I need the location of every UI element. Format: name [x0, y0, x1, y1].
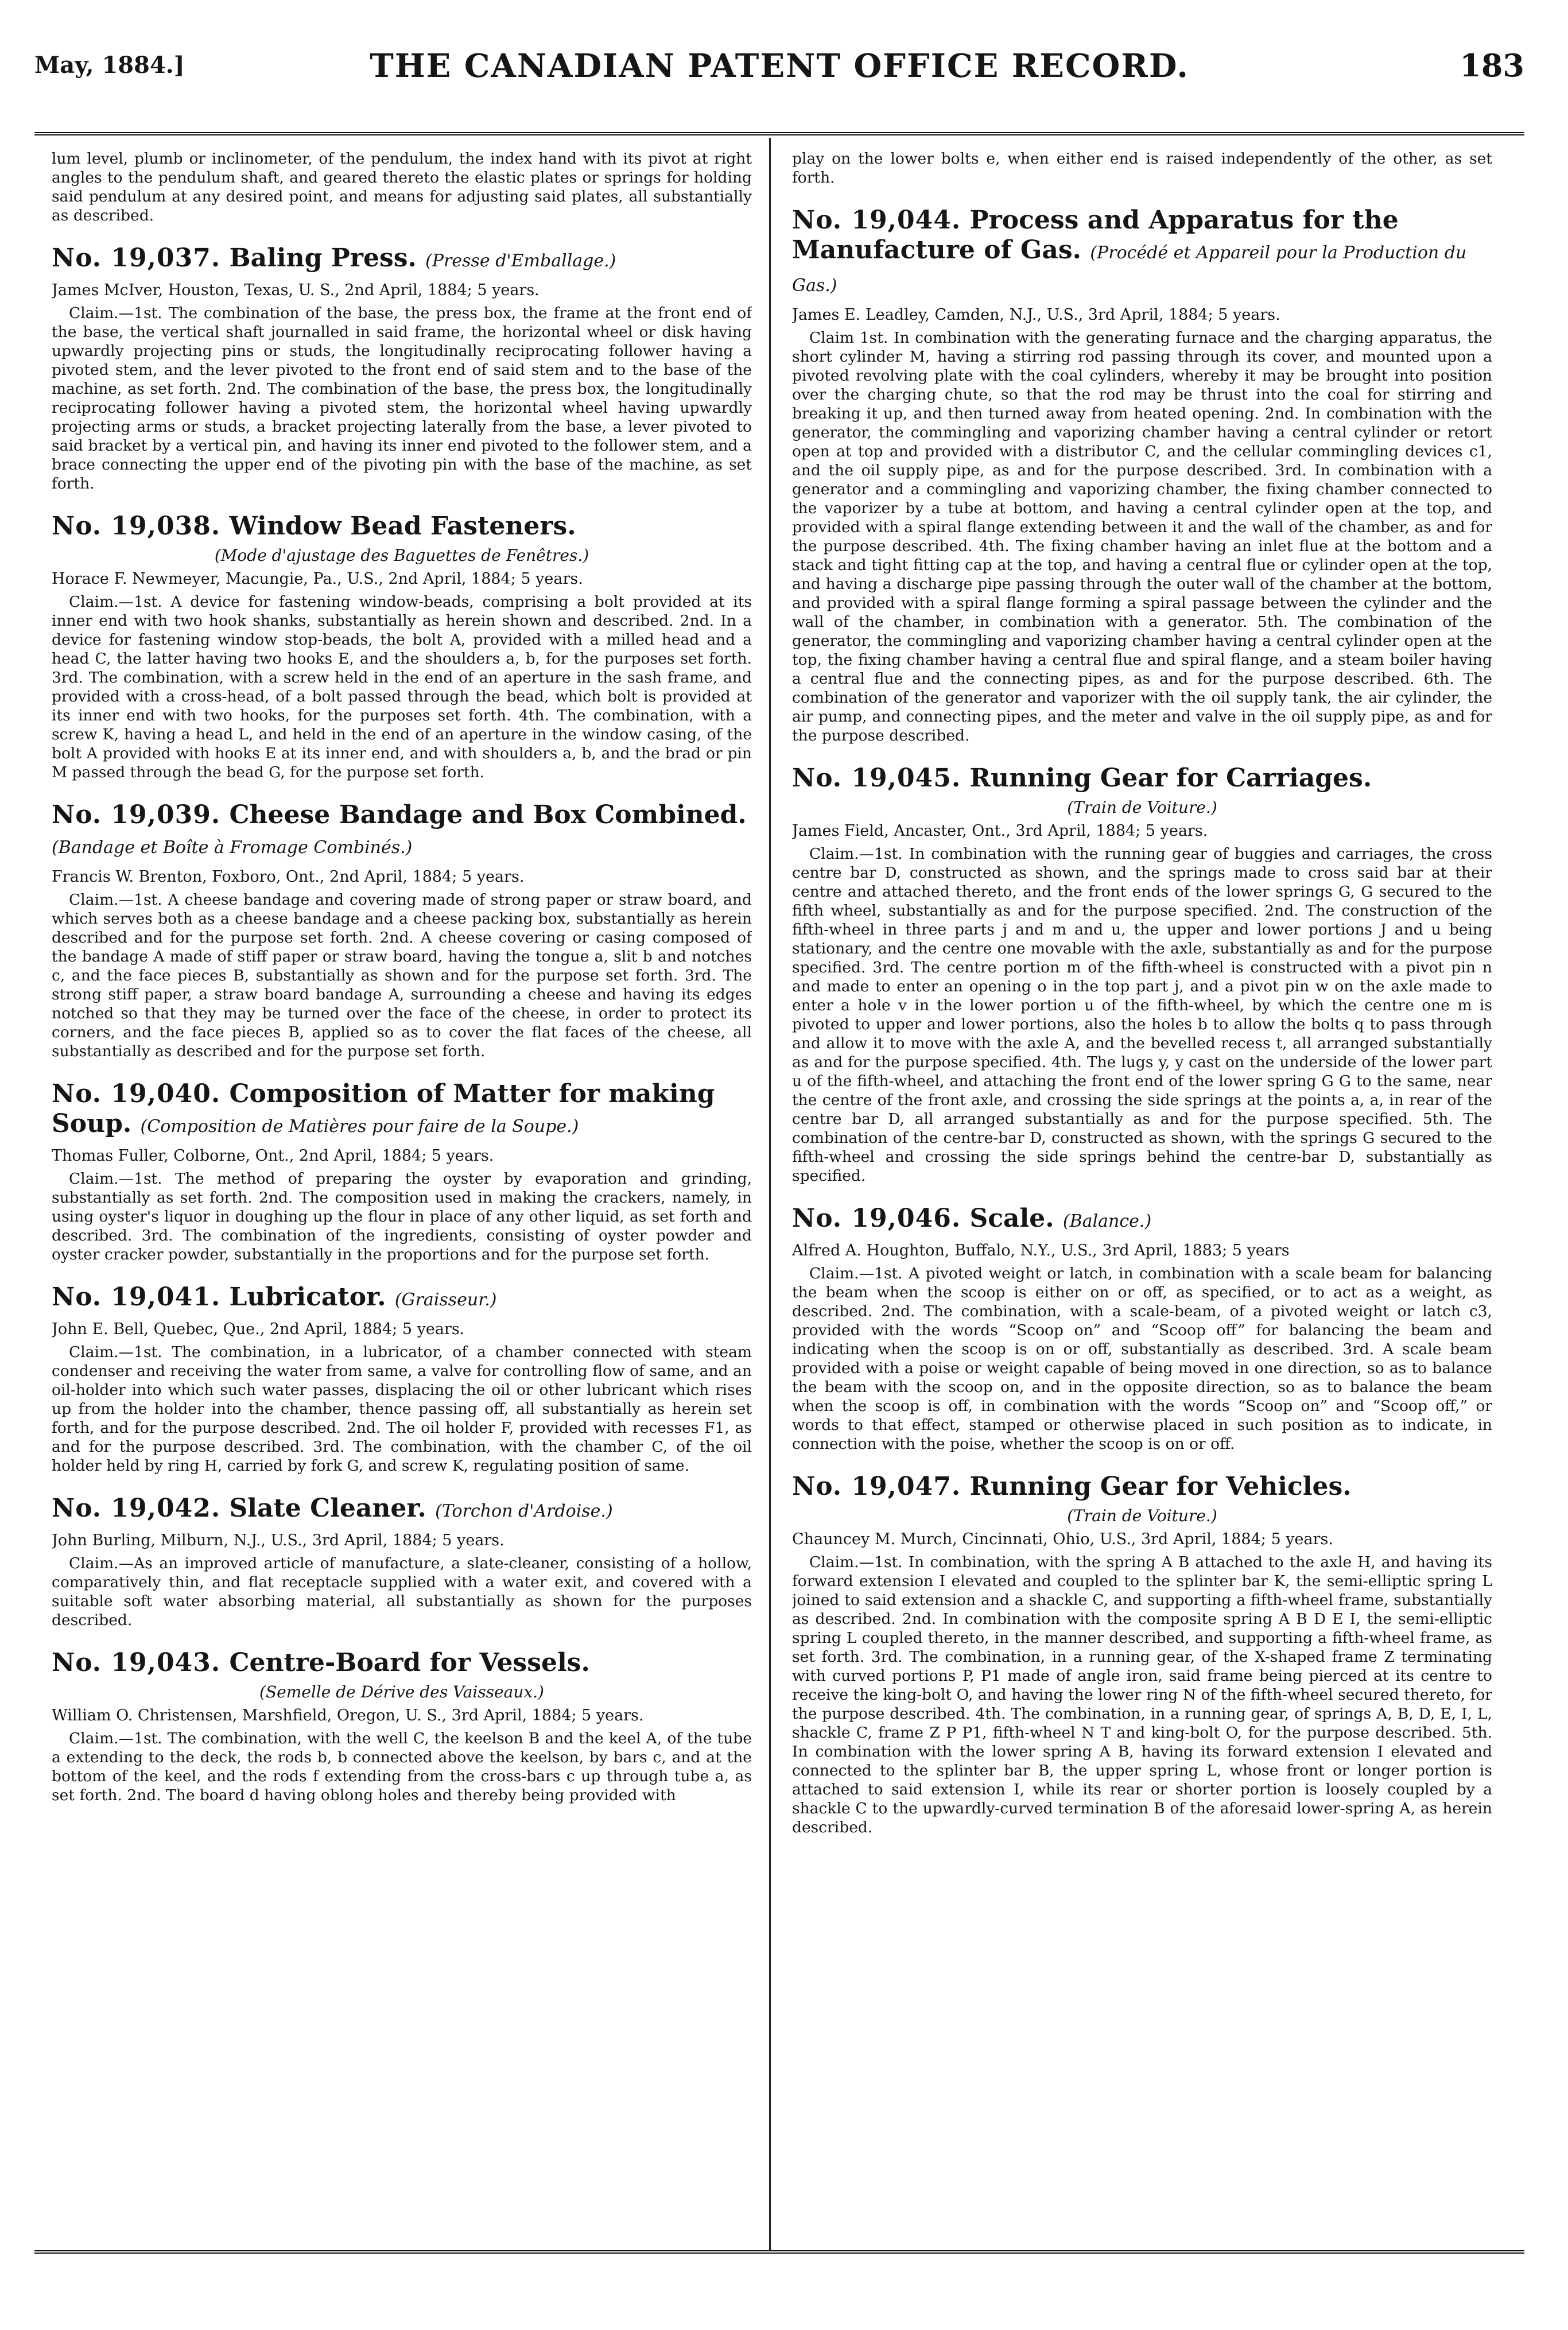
patent-french-title: (Presse d'Emballage.): [425, 251, 616, 271]
patent-french-title: (Composition de Matières pour faire de la Soupe.): [140, 1116, 579, 1137]
patent-heading: [52, 1494, 752, 1526]
page-header: [34, 34, 1524, 98]
page-number: 183: [1460, 47, 1524, 84]
patent-number: No. 19,044.: [792, 206, 961, 235]
patent-entry-19044: [792, 206, 1492, 745]
patent-french-title: (Train de Voiture.): [1067, 1506, 1217, 1525]
patent-inventor: John E. Bell, Quebec, Que., 2nd April, 1884; 5 years.: [52, 1320, 465, 1338]
patent-heading: [52, 243, 752, 276]
patent-number: No. 19,042.: [52, 1494, 221, 1523]
patent-french-title: (Semelle de Dérive des Vaisseaux.): [259, 1682, 544, 1701]
patent-heading: [52, 1648, 752, 1678]
patent-title: Running Gear for Vehicles.: [969, 1472, 1352, 1501]
patent-number: No. 19,045.: [792, 763, 961, 793]
patent-number: No. 19,038.: [52, 511, 221, 541]
patent-number: No. 19,037.: [52, 243, 221, 273]
patent-heading: [52, 1282, 752, 1315]
patent-french-title: (Balance.): [1062, 1211, 1152, 1231]
patent-entry-19038: [52, 511, 752, 782]
patent-french-title: (Procédé et Appareil pour la Production du Gas.): [792, 243, 1467, 296]
patent-title: Baling Press.: [229, 243, 417, 273]
patent-claim: Claim.—1st. The combination, with the well C, the keelson B and the keel A, of the tube a extending to the deck, the rods b, b connected above the keelson, by bars c, and at the bottom of the keel, and the rods f extending from the cross-bars c up through tube a, as set forth. 2nd. The board d having oblong holes and thereby being provided with: [52, 1730, 752, 1804]
patent-inventor: Alfred A. Houghton, Buffalo, N.Y., U.S., 3rd April, 1883; 5 years: [792, 1242, 1290, 1259]
patent-title: Lubricator.: [229, 1282, 386, 1312]
continued-text: lum level, plumb or inclinometer, of the pendulum, the index hand with its pivot at right angles to the pendulum shaft, and geared thereto the elastic plates or springs for holding said pendulum at any desired point, and means for adjusting said plates, all substantially as described.: [52, 150, 752, 224]
column-divider: [769, 138, 771, 2250]
patent-heading: [52, 800, 752, 863]
continued-text: play on the lower bolts e, when either end is raised independently of the other, as set forth.: [792, 150, 1492, 187]
patent-inventor: Chauncey M. Murch, Cincinnati, Ohio, U.S., 3rd April, 1884; 5 years.: [792, 1530, 1333, 1548]
patent-french-title: (Mode d'ajustage des Baguettes de Fenêtres.): [214, 546, 589, 565]
patent-inventor: Francis W. Brenton, Foxboro, Ont., 2nd April, 1884; 5 years.: [52, 868, 525, 886]
patent-entry-19042: [52, 1494, 752, 1630]
patent-claim: Claim.—1st. The method of preparing the oyster by evaporation and grinding, substantially as set forth. 2nd. The composition used in making the crackers, namely, in using oyster's liquor in doughing up the flour in place of any other liquid, as set forth and described. 3rd. The combination of the ingredients, consisting of oyster powder and oyster cracker powder, substantially in the proportions and for the purpose set forth.: [52, 1170, 752, 1263]
patent-inventor: James E. Leadley, Camden, N.J., U.S., 3rd April, 1884; 5 years.: [792, 306, 1280, 324]
patent-heading: [792, 763, 1492, 793]
patent-french-title: (Graisseur.): [394, 1290, 497, 1310]
header-title: THE CANADIAN PATENT OFFICE RECORD.: [370, 47, 1189, 85]
patent-inventor: John Burling, Milburn, N.J., U.S., 3rd April, 1884; 5 years.: [52, 1532, 504, 1549]
patent-title: Scale.: [969, 1204, 1054, 1233]
patent-number: No. 19,041.: [52, 1282, 221, 1312]
patent-number: No. 19,040.: [52, 1079, 221, 1108]
right-column: [792, 149, 1492, 2239]
left-column: [52, 149, 752, 2239]
patent-claim: Claim.—1st. A cheese bandage and covering made of strong paper or straw board, and which serves both as a cheese bandage and a cheese packing box, substantially as herein described and for the purpose set forth. 2nd. A cheese covering or casing composed of the bandage A made of stiff paper or straw board, having the tongue a, slit b and notches c, and the face pieces B, substantially as shown and for the purpose set forth. 3rd. The strong stiff paper, a straw board bandage A, surrounding a cheese and having its edges notched so that they may be turned over the face of the cheese, in order to protect its corners, and the face pieces B, applied so as to cover the flat faces of the cheese, all substantially as described and for the purpose set forth.: [52, 891, 752, 1060]
patent-claim: Claim.—1st. In combination with the running gear of buggies and carriages, the cross centre bar D, constructed as shown, and the springs made to cross said bar at their centre and attached thereto, and the front ends of the lower springs G, G secured to the fifth wheel, substantially as and for the purpose specified. 2nd. The construction of the fifth-wheel in three parts j and m and u, the upper and lower portions J and u being stationary, and the centre one movable with the axle, substantially as and for the purpose specified. 3rd. The centre portion m of the fifth-wheel is constructed with a pivot pin n and made to enter an opening o in the top part j, and a pivot pin w on the axle made to enter a hole v in the lower portion u of the fifth-wheel, by which the centre one m is pivoted to upper and lower portions, also the holes b to allow the bolts q to pass through and allow it to move with the axle A, and the bevelled recess t, all arranged substantially as and for the purpose specified. 4th. The lugs y, y cast on the underside of the lower part u of the fifth-wheel, and attaching the front end of the lower spring G G to the same, near the centre of the front axle, and crossing the side springs at the points a, a, in rear of the centre bar D, all arranged substantially as and for the purpose specified. 5th. The combination of the centre-bar D, constructed as shown, with the springs G secured to the fifth-wheel and crossing the side springs behind the centre-bar D, substantially as specified.: [792, 845, 1492, 1185]
patent-entry-19041: [52, 1282, 752, 1475]
patent-entry-19039: [52, 800, 752, 1061]
patent-french-title: (Train de Voiture.): [1067, 798, 1217, 817]
patent-title: Cheese Bandage and Box Combined.: [229, 800, 747, 829]
bottom-rule: [34, 2250, 1524, 2254]
patent-heading: [52, 1079, 752, 1142]
patent-inventor: Thomas Fuller, Colborne, Ont., 2nd April, 1884; 5 years.: [52, 1147, 494, 1165]
patent-claim: Claim.—1st. A pivoted weight or latch, in combination with a scale beam for balancing the beam when the scoop is either on or off, as specified, or to act as a weight, as described. 2nd. The combination, with a scale-beam, of a pivoted weight or latch c3, provided with the words “Scoop on” and “Scoop off” for balancing the beam and indicating when the scoop is on or off, substantially as described. 3rd. A scale beam provided with a poise or weight capable of being moved in one direction, so as to balance the beam with the scoop on, and in the opposite direction, so as to balance the beam when the scoop is off, in combination with the words “Scoop on” and “Scoop off,” or words to that effect, stamped or otherwise placed in such position as to indicate, in connection with the poise, whether the scoop is on or off.: [792, 1265, 1492, 1453]
patent-number: No. 19,043.: [52, 1648, 221, 1677]
patent-entry-19043: [52, 1648, 752, 1805]
header-date: May, 1884.]: [34, 52, 185, 79]
patent-inventor: William O. Christensen, Marshfield, Oregon, U. S., 3rd April, 1884; 5 years.: [52, 1707, 644, 1724]
patent-heading: [792, 1204, 1492, 1236]
patent-claim: Claim.—1st. The combination of the base, the press box, the frame at the front end of the base, the vertical shaft journalled in said frame, the horizontal wheel or disk having upwardly projecting pins or studs, the longitudinally reciprocating follower having a pivoted stem, and the lever pivoted to the front end of said stem and to the base of the machine, as set forth. 2nd. The combination of the base, the press box, the longitudinally reciprocating follower having a pivoted stem, the horizontal wheel having upwardly projecting arms or studs, a bracket projecting laterally from the base, a lever pivoted to said bracket by a vertical pin, and having its inner end pivoted to the follower stem, and a brace connecting the upper end of the pivoting pin with the base of the machine, as set forth.: [52, 304, 752, 493]
patent-title: Composition of Matter for making Soup.: [52, 1079, 715, 1138]
patent-entry-19047: [792, 1472, 1492, 1837]
patent-number: No. 19,039.: [52, 800, 221, 829]
patent-claim: Claim.—1st. In combination, with the spring A B attached to the axle H, and having its forward extension I elevated and coupled to the splinter bar K, the semi-elliptic spring L joined to said extension and a shackle C, and supporting a fifth-wheel frame, substantially as described. 2nd. In combination with the composite spring A B D E I, the semi-elliptic spring L coupled thereto, in the manner described, and supporting a fifth-wheel frame, as set forth. 3rd. The combination, in a running gear, of the X-shaped frame Z terminating with curved portions P, P1 made of angle iron, said frame being pierced at its centre to receive the king-bolt O, and having the lower ring N of the fifth-wheel secured thereto, for the purpose described. 4th. The combination, in a running gear, of springs A, B, D, E, I, L, shackle C, frame Z P P1, fifth-wheel N T and king-bolt O, for the purpose described. 5th. In combination with the lower spring A B, having its forward extension I elevated and connected to the splinter bar B, the upper spring L, whose front or longer portion is attached to said extension I, while its rear or shorter portion is loosely coupled by a shackle C to the upwardly-curved termination B of the aforesaid lower-spring A, as herein described.: [792, 1553, 1492, 1836]
patent-claim: Claim.—As an improved article of manufacture, a slate-cleaner, consisting of a hollow, comparatively thin, and flat receptacle supplied with a water exit, and covered with a suitable soft water absorbing material, all substantially as shown for the purposes described.: [52, 1554, 752, 1629]
patent-entry-19040: [52, 1079, 752, 1264]
patent-claim: Claim.—1st. The combination, in a lubricator, of a chamber connected with steam condenser and receiving the water from same, a valve for controlling flow of same, and an oil-holder into which such water passes, displacing the oil or other lubricant which rises up from the holder into the chamber, thence passing off, all substantially as herein set forth, and for the purpose described. 2nd. The oil holder F, provided with recesses F1, as and for the purpose described. 3rd. The combination, with the chamber C, of the oil holder held by ring H, carried by fork G, and screw K, regulating position of same.: [52, 1343, 752, 1475]
patent-french-title: (Torchon d'Ardoise.): [435, 1501, 613, 1521]
patent-number: No. 19,047.: [792, 1472, 961, 1501]
patent-title: Process and Apparatus for the Manufacture of Gas.: [792, 206, 1399, 265]
patent-title: Centre-Board for Vessels.: [229, 1648, 590, 1677]
patent-entry-19045: [792, 763, 1492, 1185]
patent-claim: Claim.—1st. A device for fastening window-beads, comprising a bolt provided at its inner end with two hook shanks, substantially as herein shown and described. 2nd. In a device for fastening window stop-beads, the bolt A, provided with a milled head and a head C, the latter having two hooks E, and the shoulders a, b, for the purposes set forth. 3rd. The combination, with a screw held in the end of an aperture in the sash frame, and provided with a cross-head, of a bolt passed through the bead, which bolt is provided at its inner end with two hooks, for the purposes set forth. 4th. The combination, with a screw K, having a head L, and held in the end of an aperture in the window casing, of the bolt A provided with hooks E at its inner end, and with shoulders a, b, and the brad or pin M passed through the bead G, for the purpose set forth.: [52, 593, 752, 781]
patent-entry-19046: [792, 1204, 1492, 1453]
patent-heading: [792, 1472, 1492, 1502]
patent-entry-19037: [52, 243, 752, 493]
patent-french-title: (Bandage et Boîte à Fromage Combinés.): [52, 838, 413, 858]
patent-heading: [792, 206, 1492, 301]
patent-number: No. 19,046.: [792, 1204, 961, 1233]
patent-title: Running Gear for Carriages.: [969, 763, 1372, 793]
patent-inventor: Horace F. Newmeyer, Macungie, Pa., U.S., 2nd April, 1884; 5 years.: [52, 570, 583, 588]
patent-inventor: James Field, Ancaster, Ont., 3rd April, 1884; 5 years.: [792, 822, 1208, 840]
page: [34, 34, 1524, 2296]
patent-inventor: James McIver, Houston, Texas, U. S., 2nd April, 1884; 5 years.: [52, 281, 540, 299]
patent-heading: [52, 511, 752, 541]
patent-claim: Claim 1st. In combination with the generating furnace and the charging apparatus, the short cylinder M, having a stirring rod passing through its cover, and mounted upon a pivoted revolving plate with the coal cylinders, whereby it may be brought into position over the charging chute, so that the rod may be thrust into the coal for stirring and breaking it up, and then turned away from heated opening. 2nd. In combination with the generator, the commingling and vaporizing chamber having a central cylinder or retort open at top and provided with a distributor C, and the cellular commingling devices c1, and the oil supply pipe, as and for the purpose described. 3rd. In combination with a generator and a commingling and vaporizing chamber, the fixing chamber connected to the vaporizer by a tube at bottom, and having a central cylinder open at the top, and provided with a spiral flange extending between it and the wall of the chamber, as and for the purpose described. 4th. The fixing chamber having an inlet flue at the bottom and a stack and tight fitting cap at the top, and having a central flue or cylinder open at the top, and having a discharge pipe passing through the outer wall of the chamber at the bottom, and provided with a spiral flange forming a spiral passage between the cylinder and the wall of the chamber, in combination with a generator. 5th. The combination of the generator, the commingling and vaporizing chamber having a central cylinder open at the top, the fixing chamber having a central flue and spiral flange, and a steam boiler having a central flue and the connecting pipes, as and for the purpose described. 6th. The combination of the generator and vaporizer with the oil supply tank, the air cylinder, the air pump, and connecting pipes, and the meter and valve in the oil supply pipe, as and for the purpose described.: [792, 329, 1492, 745]
patent-title: Slate Cleaner.: [229, 1494, 426, 1523]
patent-title: Window Bead Fasteners.: [229, 511, 576, 541]
